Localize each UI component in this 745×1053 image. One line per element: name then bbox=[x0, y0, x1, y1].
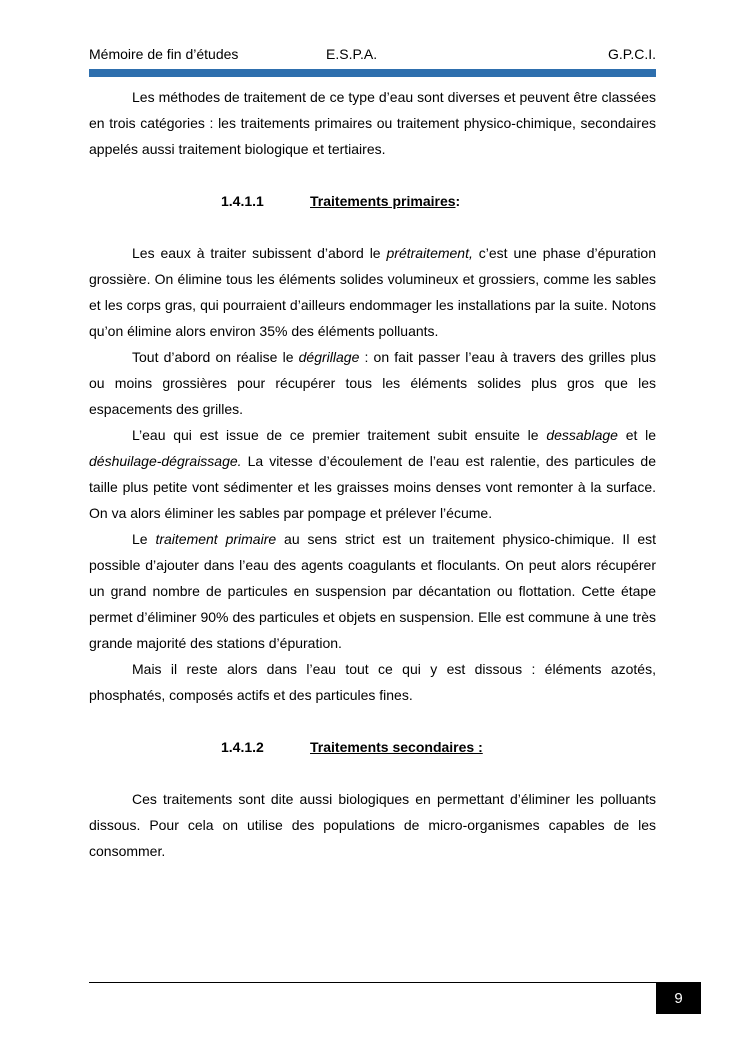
page-number: 9 bbox=[656, 983, 701, 1014]
header-accent-bar bbox=[89, 69, 656, 77]
paragraph-pretreatment: Les eaux à traiter subissent d’abord le prétraitement, c’est une phase d’épuration grossière. On élimine tous les éléments solides volumineux et grossiers, comme les sables et les corps gras, qui pourraient d’ailleurs endommager les installations par la suite. Notons qu’on élimine alors environ 35% des éléments polluants. bbox=[89, 245, 657, 339]
section-heading-primary bbox=[89, 188, 656, 214]
page-header bbox=[89, 44, 656, 64]
header-left-text: Mémoire de fin d’études bbox=[89, 46, 239, 62]
footer-rule bbox=[89, 982, 701, 983]
paragraph-secondary: Ces traitements sont dite aussi biologiques en permettant d’éliminer les polluants dissous. Pour cela on utilise des populations de micro-organismes capables de les consommer. bbox=[89, 791, 656, 859]
paragraph-degrillage: Tout d’abord on réalise le dégrillage : on fait passer l’eau à travers des grilles plus ou moins grossières pour récupérer tous les éléments solides plus gros que les espacements des grilles. bbox=[89, 349, 657, 417]
document-body bbox=[89, 84, 656, 864]
header-center-text: E.S.P.A. bbox=[326, 46, 378, 62]
intro-paragraph bbox=[89, 84, 656, 162]
paragraph-dessablage: L’eau qui est issue de ce premier traitement subit ensuite le dessablage et le déshuilage-dégraissage. La vitesse d’écoulement de l’eau est ralentie, des particules de taille plus petite vont sédimenter et les graisses moins denses vont remonter à la surface. On va alors éliminer les sables par pompage et prélever l’écume. bbox=[89, 427, 657, 521]
section-title: Traitements secondaires : bbox=[310, 739, 483, 755]
paragraph-primary-treatment: Le traitement primaire au sens strict est un traitement physico-chimique. Il est possible d’ajouter dans l’eau des agents coagulants et floculants. On peut alors récupérer un grand nombre de particules en suspension par décantation ou flottation. Cette étape permet d’éliminer 90% des particules et objets en suspension. Elle est commune à une très grande majorité des stations d’épuration. bbox=[89, 531, 656, 651]
section-title: Traitements primaires: bbox=[310, 193, 461, 209]
section-number: 1.4.1.1 bbox=[221, 193, 264, 209]
paragraph-dissolved: Mais il reste alors dans l’eau tout ce qui y est dissous : éléments azotés, phosphatés, composés actifs et des particules fines. bbox=[89, 661, 656, 703]
header-right-text: G.P.C.I. bbox=[608, 46, 656, 62]
section-number: 1.4.1.2 bbox=[221, 739, 264, 755]
intro-text: Les méthodes de traitement de ce type d’eau sont diverses et peuvent être classées en trois catégories : les traitements primaires ou traitement physico-chimique, secondaires appelés aussi traitement biologique et tertiaires. bbox=[89, 89, 656, 157]
section-heading-secondary bbox=[89, 734, 656, 760]
